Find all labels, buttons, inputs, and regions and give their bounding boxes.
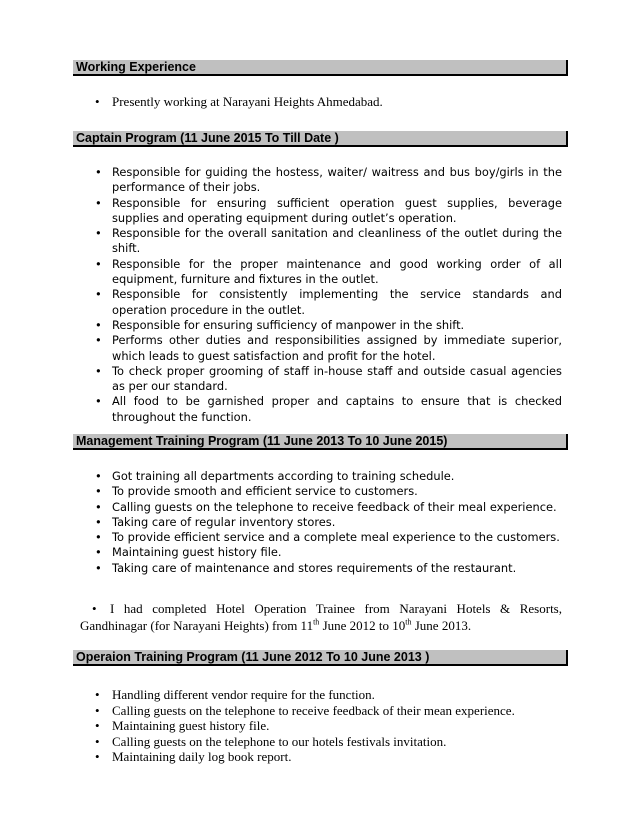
- note-text-3: June 2013.: [411, 618, 472, 633]
- section-header-management-training: Management Training Program (11 June 2013 To 10 June 2015): [73, 434, 568, 450]
- section-header-operation-training: Operaion Training Program (11 June 2012 To 10 June 2013 ): [73, 650, 568, 666]
- operation-training-list: [95, 687, 565, 765]
- list-item: • To check proper grooming of staff in-house staff and outside casual agencies as per our standard.: [95, 364, 562, 395]
- list-item: • To provide efficient service and a complete meal experience to the customers.: [95, 530, 562, 545]
- list-item: • Maintaining guest history file.: [95, 545, 562, 560]
- list-item: • Taking care of maintenance and stores requirements of the restaurant.: [95, 561, 562, 576]
- list-item: • Responsible for ensuring sufficient operation guest supplies, beverage supplies and operating equipment during outlet’s operation.: [95, 196, 562, 227]
- list-item: • Maintaining daily log book report.: [95, 749, 565, 765]
- list-item: • Responsible for consistently implementing the service standards and operation procedure in the outlet.: [95, 287, 562, 318]
- list-item: • Responsible for ensuring sufficiency of manpower in the shift.: [95, 318, 562, 333]
- list-item: • Calling guests on the telephone to receive feedback of their mean experience.: [95, 703, 565, 719]
- list-item: • Calling guests on the telephone to our hotels festivals invitation.: [95, 734, 565, 750]
- note-sup-2: th: [405, 617, 412, 627]
- completion-note: [80, 600, 562, 634]
- note-sup-1: th: [313, 617, 320, 627]
- list-item: • Performs other duties and responsibilities assigned by immediate superior, which leads to guest satisfaction and profit for the hotel.: [95, 333, 562, 364]
- working-experience-list: [95, 94, 565, 110]
- list-item: • Taking care of regular inventory stores.: [95, 515, 562, 530]
- list-item: • Presently working at Narayani Heights Ahmedabad.: [95, 94, 565, 110]
- list-item: • Handling different vendor require for the function.: [95, 687, 565, 703]
- list-item: • To provide smooth and efficient service to customers.: [95, 484, 562, 499]
- list-item: • Got training all departments according to training schedule.: [95, 469, 562, 484]
- note-text-2: June 2012 to 10: [319, 618, 406, 633]
- list-item: • Responsible for the overall sanitation and cleanliness of the outlet during the shift.: [95, 226, 562, 257]
- list-item: • Responsible for guiding the hostess, waiter/ waitress and bus boy/girls in the performance of their jobs.: [95, 165, 562, 196]
- bullet-icon: •: [92, 601, 97, 616]
- list-item: • Responsible for the proper maintenance and good working order of all equipment, furniture and fixtures in the outlet.: [95, 257, 562, 288]
- section-header-working-experience: Working Experience: [73, 60, 568, 76]
- list-item: • Maintaining guest history file.: [95, 718, 565, 734]
- management-training-list: [95, 469, 562, 576]
- captain-program-list: [95, 165, 562, 425]
- section-header-captain-program: Captain Program (11 June 2015 To Till Date ): [73, 131, 568, 147]
- list-item: • All food to be garnished proper and captains to ensure that is checked throughout the function.: [95, 394, 562, 425]
- list-item: • Calling guests on the telephone to receive feedback of their meal experience.: [95, 500, 562, 515]
- note-text-1: I had completed Hotel Operation Trainee from Narayani Hotels & Resorts, Gandhinagar (for Narayani Heights) from 11: [80, 601, 562, 633]
